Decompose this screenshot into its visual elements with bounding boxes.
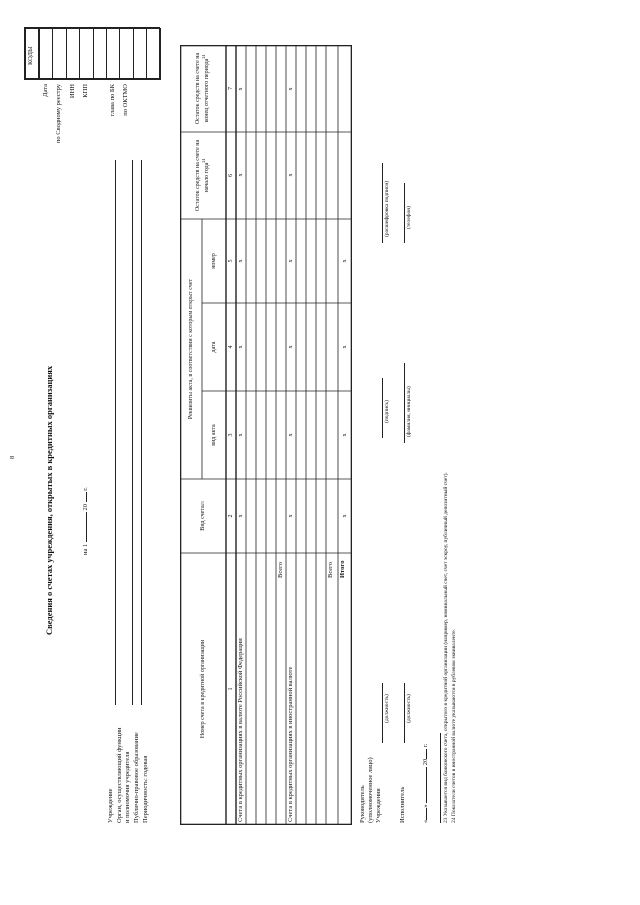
x-mark: x <box>287 87 294 91</box>
x-mark: x <box>237 433 244 437</box>
header-act-type: вид акта <box>210 424 217 446</box>
x-mark: x <box>341 345 348 349</box>
codes-row-label: по ОКТМО <box>122 84 130 116</box>
header-act-details: Реквизиты акта, в соответствии с которым открыт счет <box>187 278 194 420</box>
head-decoding-caption: (расшифровка подписи) <box>384 180 390 237</box>
x-mark: x <box>237 514 244 518</box>
column-number: 2 <box>227 514 234 518</box>
signature-block <box>359 180 440 823</box>
date-year-prefix: 20 <box>82 504 89 511</box>
column-number: 6 <box>227 174 234 177</box>
date-suffix: г. <box>82 487 89 491</box>
head-position-caption: (должность) <box>384 694 390 723</box>
header-act-date: дата <box>210 341 217 353</box>
header-account-number: Номер счета в кредитной организации <box>199 639 206 739</box>
executor-fio-caption: (фамилия, инициалы) <box>406 386 412 437</box>
column-number: 1 <box>227 687 234 691</box>
header-balance-end-label: Остаток средств на счете на конец отчетного периода <box>195 52 210 125</box>
column-number: 4 <box>227 345 234 349</box>
header-act-number: номер <box>210 253 217 269</box>
head-label-3: Учреждения <box>375 788 382 823</box>
field-institution: Учреждение <box>107 788 114 823</box>
form-title: Сведения о счетах учреждения, открытых в кредитных организациях <box>44 365 54 635</box>
header-account-type <box>180 479 226 553</box>
date-year-suffix-2: г. <box>422 743 429 748</box>
head-label-2: (уполномоченное лицо) <box>367 757 374 823</box>
footnote-ref-24a: 24 <box>201 158 206 163</box>
footnote-23: 23 Указывается вид банковского счета, открытого в кредитной организации (например, номинальный счет, счет эскроу, публичный депозитный счет). <box>443 472 449 823</box>
date-quote-close: » <box>422 804 429 808</box>
signature-date <box>422 744 429 823</box>
section-rub-accounts: Счета в кредитных организациях в валюте Российской Федерации <box>237 638 244 822</box>
executor-position-caption: (должность) <box>406 694 412 723</box>
x-mark: x <box>237 259 244 263</box>
x-mark: x <box>287 514 294 518</box>
total-rub-label: Всего <box>277 562 284 578</box>
header-account-type-label: Вид счета <box>199 505 206 531</box>
x-mark: x <box>287 433 294 437</box>
section-foreign-accounts: Счета в кредитных организациях в иностранной валюте <box>287 666 294 822</box>
header-balance-start <box>180 132 226 219</box>
x-mark: x <box>287 345 294 349</box>
codes-row-label: Дата <box>42 84 49 97</box>
x-mark: x <box>237 87 244 91</box>
executor-phone-caption: (телефон) <box>406 205 412 229</box>
x-mark: x <box>341 433 348 437</box>
footnote-ref-23: 23 <box>199 501 205 506</box>
head-signature-caption: (подпись) <box>384 400 390 423</box>
footnote-ref-24b: 24 <box>201 54 206 59</box>
page-number: 8 <box>9 455 16 459</box>
codes-row-label: КПП <box>82 84 90 98</box>
field-founder-1: Орган, осуществляющий функции <box>116 727 123 823</box>
x-mark: x <box>237 173 244 177</box>
executor-label: Исполнитель <box>399 786 406 823</box>
column-number: 3 <box>227 433 234 437</box>
column-number: 7 <box>227 87 234 90</box>
x-mark: x <box>287 259 294 263</box>
total-foreign-label: Всего <box>327 562 334 578</box>
head-label-1: Руководитель <box>359 785 366 823</box>
date-line <box>82 487 89 555</box>
x-mark: x <box>237 345 244 349</box>
header-balance-start-label: Остаток средств на счете на начало года <box>195 139 210 212</box>
date-prefix: на 1 <box>82 543 89 555</box>
x-mark: x <box>341 259 348 263</box>
form-fields <box>108 143 168 823</box>
accounts-table <box>180 45 352 825</box>
codes-row-label: ИНН <box>68 84 76 99</box>
codes-row-label: глава по БК <box>109 84 116 117</box>
header-balance-end <box>180 45 226 132</box>
field-public-entity: Публично-правовое образование <box>133 732 140 823</box>
codes-box <box>24 28 160 144</box>
date-quote-open: « <box>422 819 429 823</box>
codes-header: КОДЫ <box>27 46 34 65</box>
field-founder-2: и полномочия учредителя <box>124 751 131 823</box>
x-mark: x <box>287 173 294 177</box>
codes-row-label: по Сводному реестру <box>55 84 63 144</box>
date-year-prefix-2: 20 <box>422 758 429 766</box>
field-periodicity: Периодичность: годовая <box>142 755 149 823</box>
x-mark: x <box>341 514 348 518</box>
footnote-24: 24 Показатели счетов в иностранной валюте указываются в рублевом эквиваленте. <box>451 628 457 823</box>
grand-total-label: Итого <box>339 560 346 578</box>
column-number: 5 <box>227 259 234 263</box>
